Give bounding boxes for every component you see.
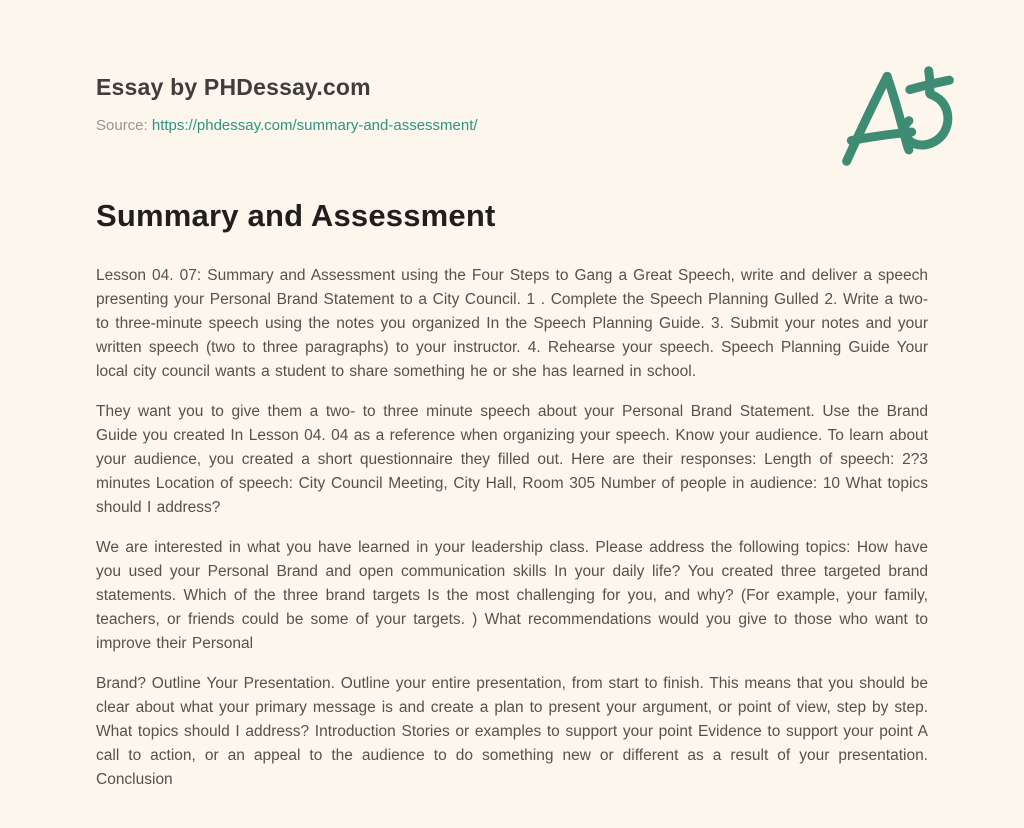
essay-paragraph: Brand? Outline Your Presentation. Outline your entire presentation, from start to finish. This means that you should be clear about what your primary message is and create a plan to present your argument, or point of view, step by step. What topics should I address? Introduction Stories or examples to support your point Evidence to support your point A call to action, or an appeal to the audience to do something new or different as a result of your presentation. Conclusion (96, 675, 928, 788)
a-plus-logo-icon (824, 64, 956, 168)
essay-title: Summary and Assessment (96, 198, 496, 233)
site-header (96, 0, 928, 134)
phdessay-logo (824, 64, 956, 168)
essay-body (96, 264, 928, 792)
essay-paragraph: They want you to give them a two- to three minute speech about your Personal Brand Statement. Use the Brand Guide you created In Lesson 04. 04 as a reference when organizing your speech. Know your audience. To learn about your audience, you created a short questionnaire they filled out. Here are their responses: Length of speech: 2?3 minutes Location of speech: City Council Meeting, City Hall, Room 305 Number of people in audience: 10 What topics should I address? (96, 403, 928, 516)
essay-paragraph: Lesson 04. 07: Summary and Assessment using the Four Steps to Gang a Great Speech, write and deliver a speech presenting your Personal Brand Statement to a City Council. 1 . Complete the Speech Planning Gulled 2. Write a two- to three-minute speech using the notes you organized In the Speech Planning Guide. 3. Submit your notes and your written speech (two to three paragraphs) to your instructor. 4. Rehearse your speech. Speech Planning Guide Your local city council wants a student to share something he or she has learned in school. (96, 267, 928, 380)
source-line (96, 117, 928, 134)
essay-paragraph: We are interested in what you have learned in your leadership class. Please address the following topics: How have you used your Personal Brand and open communication skills In your daily life? You created three targeted brand statements. Which of the three brand targets Is the most challenging for you, and why? (For example, your family, teachers, or friends could be some of your targets. ) What recommendations would you give to those who want to improve their Personal (96, 539, 928, 652)
source-url-link[interactable]: https://phdessay.com/summary-and-assessment/ (151, 117, 478, 134)
source-label: Source: (96, 117, 148, 134)
site-title: Essay by PHDessay.com (96, 74, 371, 100)
